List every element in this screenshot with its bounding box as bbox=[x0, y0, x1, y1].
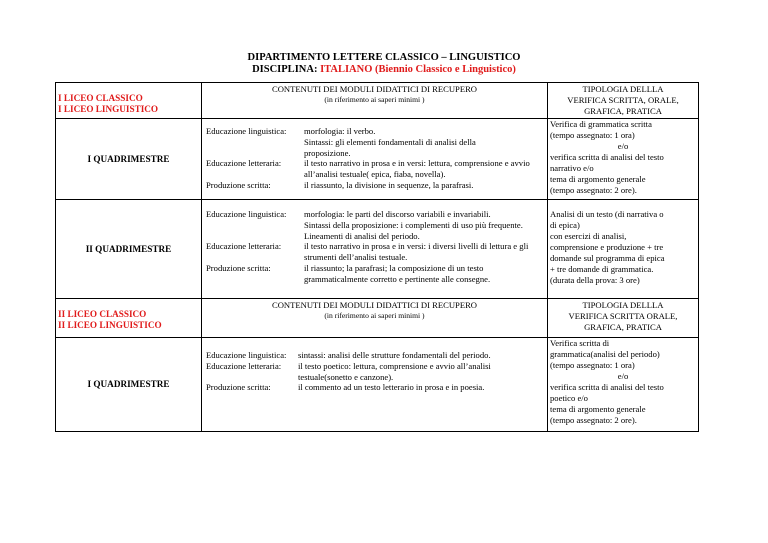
discipline-title bbox=[0, 64, 768, 76]
section2-q1-contents bbox=[202, 338, 548, 432]
section1-q2-label: II QUADRIMESTRE bbox=[56, 200, 202, 299]
section1-q2-verifica: Analisi di un testo (di narrativa o di epica) con esercizi di analisi, comprensione e produzione + tre domande sul programma di epica + tre domande di grammatica. (durata della prova: 3 ore) bbox=[548, 200, 699, 299]
section1-q1-entry-letteraria: Educazione letteraria: il testo narrativo in prosa e in versi: lettura, comprensione e avvio all’analisi testuale( epica, fiaba, novella). bbox=[206, 158, 530, 180]
section1-tipologia-header: TIPOLOGIA DELLLA VERIFICA SCRITTA, ORALE, GRAFICA, PRATICA bbox=[548, 83, 699, 119]
section1-q1-row bbox=[56, 119, 699, 200]
section1-q1-label: I QUADRIMESTRE bbox=[56, 119, 202, 200]
section1-q1-contents bbox=[202, 119, 548, 200]
section1-q2-entry-linguistica: Educazione linguistica: morfologia: le parti del discorso variabili e invariabili. Sintassi della proposizione: i complementi di uso più frequente. Lineamenti di analisi del periodo. bbox=[206, 209, 523, 241]
department-title: DIPARTIMENTO LETTERE CLASSICO – LINGUISTICO bbox=[247, 52, 521, 63]
section2-tipologia-header: TIPOLOGIA DELLLA VERIFICA SCRITTA ORALE, GRAFICA, PRATICA bbox=[548, 299, 699, 338]
section1-q1-verifica: Verifica di grammatica scritta (tempo assegnato: 1 ora) e/o verifica scritta di analisi del testo narrativo e/o tema di argomento generale (tempo assegnato: 2 ore). bbox=[548, 119, 699, 200]
section2-q1-entry-linguistica: Educazione linguistica: sintassi: analisi delle strutture fondamentali del periodo. bbox=[206, 350, 491, 360]
section2-q1-label: I QUADRIMESTRE bbox=[56, 338, 202, 432]
section2-q1-row bbox=[56, 338, 699, 432]
discipline-label: DISCIPLINA: bbox=[252, 64, 321, 75]
section1-q2-entry-letteraria: Educazione letteraria: il testo narrativo in prosa e in versi: i diversi livelli di lettura e gli strumenti dell’analisi testuale. bbox=[206, 241, 529, 263]
section1-q2-row bbox=[56, 200, 699, 299]
section1-class-label: I LICEO CLASSICO I LICEO LINGUISTICO bbox=[56, 83, 202, 119]
section2-class-label: II LICEO CLASSICO II LICEO LINGUISTICO bbox=[56, 299, 202, 338]
section1-q2-entry-produzione: Produzione scritta: il riassunto; la parafrasi; la composizione di un testo grammaticalmente corretto e pertinente alle consegne. bbox=[206, 262, 491, 284]
section1-q1-entry-linguistica: Educazione linguistica: morfologia: il verbo. Sintassi: gli elementi fondamentali di analisi della proposizione. bbox=[206, 126, 476, 158]
section2-q1-entry-letteraria: Educazione letteraria: il testo poetico: lettura, comprensione e avvio all’analisi testuale(sonetto e canzone). bbox=[206, 360, 491, 382]
recovery-modules-table bbox=[55, 82, 699, 432]
section1-contents-header: CONTENUTI DEI MODULI DIDATTICI DI RECUPERO (in riferimento ai saperi minimi ) bbox=[202, 83, 548, 119]
section1-q2-contents bbox=[202, 200, 548, 299]
section2-q1-verifica: Verifica scritta di grammatica(analisi del periodo) (tempo assegnato: 1 ora) e/o verifica scritta di analisi del testo poetico e/o tema di argomento generale (tempo assegnato: 2 ore). bbox=[548, 338, 699, 432]
section2-q1-entry-produzione: Produzione scritta: il commento ad un testo letterario in prosa e in poesia. bbox=[206, 382, 485, 393]
section1-header-row bbox=[56, 83, 699, 119]
discipline-value: ITALIANO (Biennio Classico e Linguistico) bbox=[320, 64, 516, 75]
section1-q1-entry-produzione: Produzione scritta: il riassunto, la divisione in sequenze, la parafrasi. bbox=[206, 179, 474, 190]
section2-header-row bbox=[56, 299, 699, 338]
section2-contents-header: CONTENUTI DEI MODULI DIDATTICI DI RECUPERO (in riferimento ai saperi minimi ) bbox=[202, 299, 548, 338]
